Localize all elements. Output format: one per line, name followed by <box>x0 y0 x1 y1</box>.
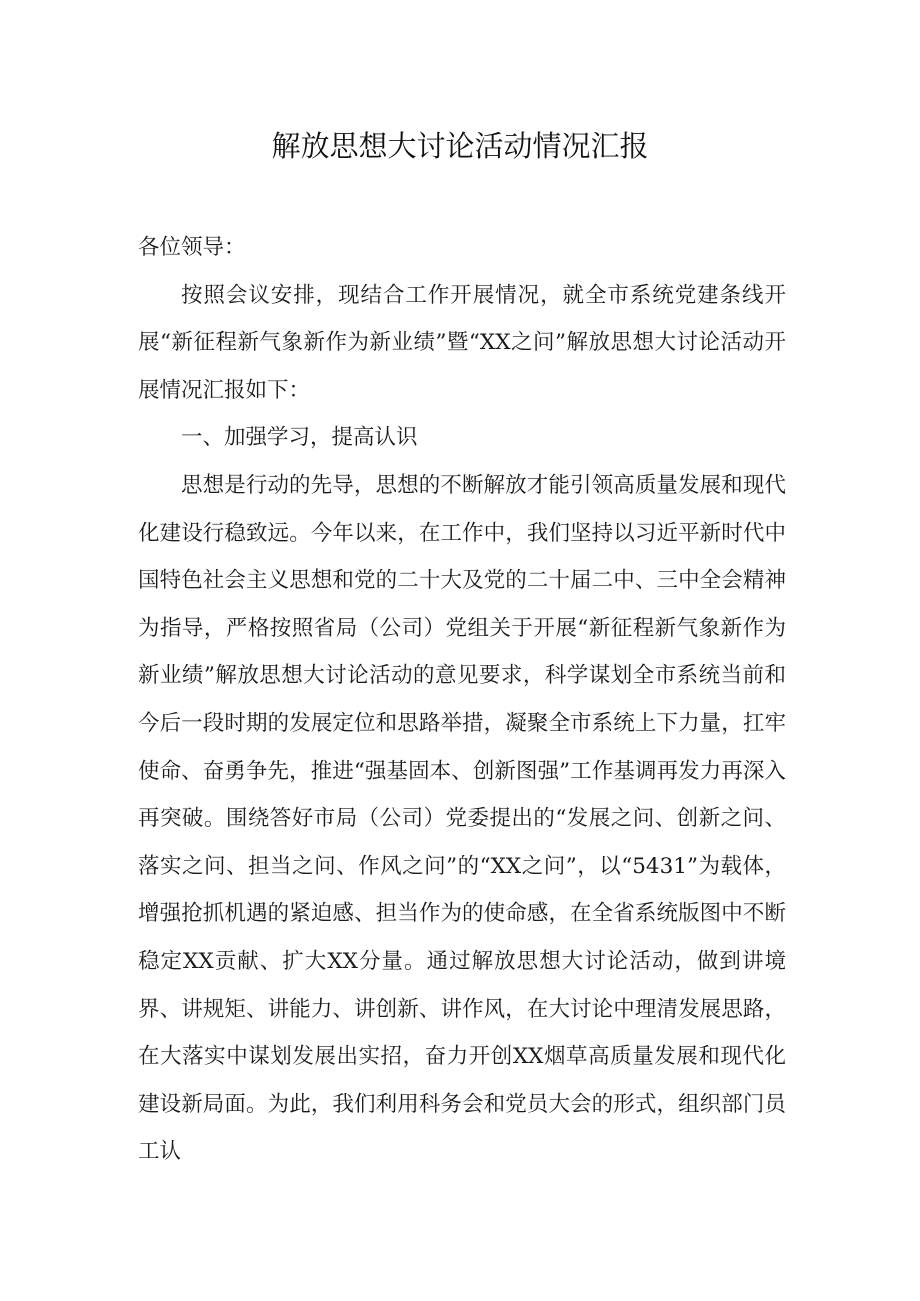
salutation: 各位领导： <box>138 235 246 260</box>
paragraph-intro: 按照会议安排，现结合工作开展情况，就全市系统党建条线开展“新征程新气象新作为新业绩”暨“XX之问”解放思想大讨论活动开展情况汇报如下： <box>138 282 786 403</box>
paragraph-section-1: 思想是行动的先导，思想的不断解放才能引领高质量发展和现代化建设行稳致远。今年以来，在工作中，我们坚持以习近平新时代中国特色社会主义思想和党的二十大及党的二十届二中、三中全会精神为指导，严格按照省局（公司）党组关于开展“新征程新气象新作为新业绩”解放思想大讨论活动的意见要求，科学谋划全市系统当前和今后一段时期的发展定位和思路举措，凝聚全市系统上下力量，扛牢使命、奋勇争先，推进“强基固本、创新图强”工作基调再发力再深入再突破。围绕答好市局（公司）党委提出的“发展之问、创新之问、落实之问、担当之问、作风之问”的“XX之问”，以“5431”为载体，增强抢抓机遇的紧迫感、担当作为的使命感，在全省系统版图中不断稳定XX贡献、扩大XX分量。通过解放思想大讨论活动，做到讲境界、讲规矩、讲能力、讲创新、讲作风，在大讨论中理清发展思路，在大落实中谋划发展出实招，奋力开创XX烟草高质量发展和现代化建设新局面。为此，我们利用科务会和党员大会的形式，组织部门员工认 <box>138 472 786 1165</box>
document-body <box>138 224 786 1176</box>
document-title: 解放思想大讨论活动情况汇报 <box>271 129 649 163</box>
section-heading-1: 一、加强学习，提高认识 <box>181 425 418 451</box>
